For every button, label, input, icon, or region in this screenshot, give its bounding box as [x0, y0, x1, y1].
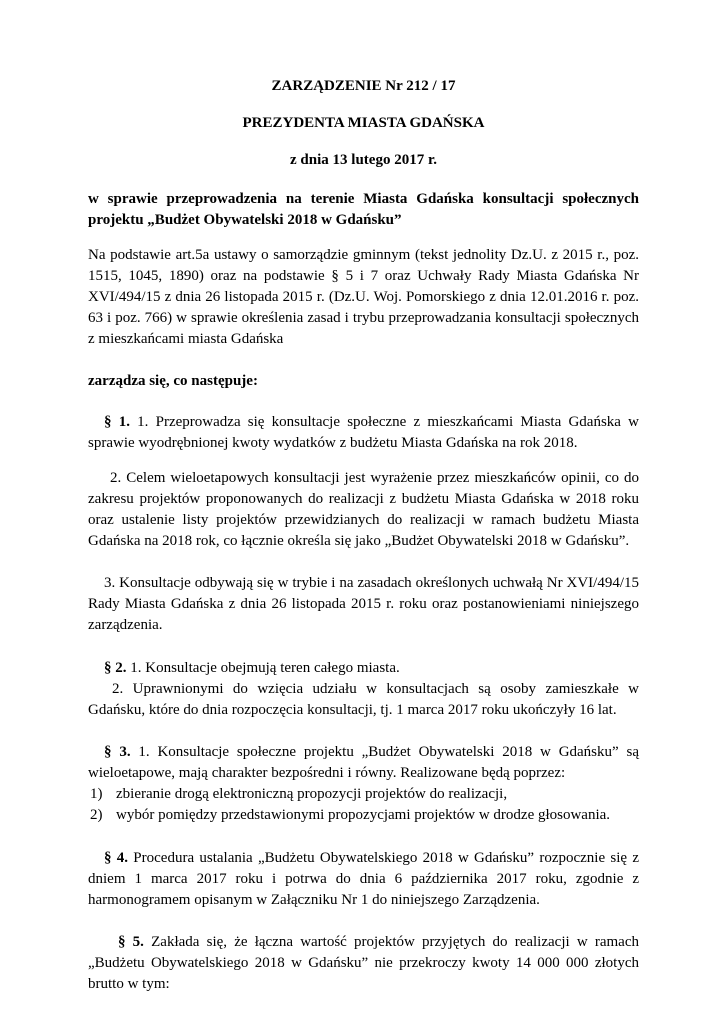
list-item-number: 1) [90, 786, 103, 802]
document-subject: w sprawie przeprowadzenia na terenie Miasta Gdańska konsultacji społecznych projektu „Budżet Obywatelski 2018 w Gdańsku” [88, 191, 639, 228]
list-item-text: zbieranie drogą elektroniczną propozycji projektów do realizacji, [116, 786, 508, 802]
section-2-paragraph-1 [88, 658, 639, 679]
list-item-text: wybór pomiędzy przedstawionymi propozycjami projektów w drodze głosowania. [116, 807, 611, 823]
section-4-paragraph-1-text: Procedura ustalania „Budżetu Obywatelskiego 2018 w Gdańsku” rozpocznie się z dniem 1 marca 2017 roku i potrwa do dnia 6 października 2017 roku, zgodnie z harmonogramem opisanym w Załączniku Nr 1 do niniejszego Zarządzenia. [88, 850, 639, 908]
section-4-mark: § 4. [104, 850, 129, 866]
section-5-paragraph-1-text: Zakłada się, że łączna wartość projektów przyjętych do realizacji w ramach „Budżetu Obywatelskiego 2018 w Gdańsku” nie przekroczy kwoty 14 000 000 złotych brutto w tym: [88, 934, 639, 992]
section-3-paragraph-1-text: 1. Konsultacje społeczne projektu „Budżet Obywatelski 2018 w Gdańsku” są wieloetapowe, mają charakter bezpośredni i równy. Realizowane będą poprzez: [88, 744, 639, 781]
section-2-mark: § 2. [104, 660, 127, 676]
section-1-paragraph-2: 2. Celem wieloetapowych konsultacji jest wyrażenie przez mieszkańców opinii, co do zakresu projektów proponowanych do realizacji z budżetu Miasta Gdańska w 2018 roku oraz ustalenie listy projektów przewidzianych do realizacji w ramach budżetu Miasta Gdańska na 2018 rok, co łącznie określa się jako „Budżet Obywatelski 2018 w Gdańsku”. [88, 470, 639, 549]
section-1-paragraph-1-text: 1. Przeprowadza się konsultacje społeczne z mieszkańcami Miasta Gdańska w sprawie wyodrębnionej kwoty wydatków z budżetu Miasta Gdańska na rok 2018. [88, 414, 639, 451]
section-5-paragraph-1 [88, 932, 639, 995]
section-2-paragraph-1-text: 1. Konsultacje obejmują teren całego miasta. [126, 660, 400, 676]
document-title: ZARZĄDZENIE Nr 212 / 17 [271, 78, 456, 94]
section-5-mark: § 5. [118, 934, 144, 950]
list-item-number: 2) [90, 807, 103, 823]
decree-statement: zarządza się, co następuje: [88, 373, 258, 389]
section-3-paragraph-1 [88, 742, 639, 784]
list-item [88, 805, 639, 826]
section-1-paragraph-1 [88, 412, 639, 454]
document-page [88, 78, 639, 995]
section-2-paragraph-2: 2. Uprawnionymi do wzięcia udziału w konsultacjach są osoby zamieszkałe w Gdańsku, które do dnia rozpoczęcia konsultacji, tj. 1 marca 2017 roku ukończyły 16 lat. [88, 681, 639, 718]
section-1-mark: § 1. [104, 414, 130, 430]
legal-basis: Na podstawie art.5a ustawy o samorządzie gminnym (tekst jednolity Dz.U. z 2015 r., poz. 1515, 1045, 1890) oraz na podstawie § 5 i 7 oraz Uchwały Rady Miasta Gdańska Nr XVI/494/15 z dnia 26 listopada 2015 r. (Dz.U. Woj. Pomorskiego z dnia 12.01.2016 r. poz. 63 i poz. 766) w sprawie określenia zasad i trybu przeprowadzania konsultacji społecznych z mieszkańcami miasta Gdańska [88, 247, 639, 347]
section-3-mark: § 3. [104, 744, 131, 760]
section-4-paragraph-1 [88, 848, 639, 911]
section-3-list [88, 784, 639, 826]
document-issuer: PREZYDENTA MIASTA GDAŃSKA [242, 115, 485, 131]
document-date: z dnia 13 lutego 2017 r. [290, 152, 437, 168]
section-1-paragraph-3: 3. Konsultacje odbywają się w trybie i na zasadach określonych uchwałą Nr XVI/494/15 Rady Miasta Gdańska z dnia 26 listopada 2015 r. roku oraz postanowieniami niniejszego zarządzenia. [88, 575, 639, 633]
list-item [88, 784, 639, 805]
